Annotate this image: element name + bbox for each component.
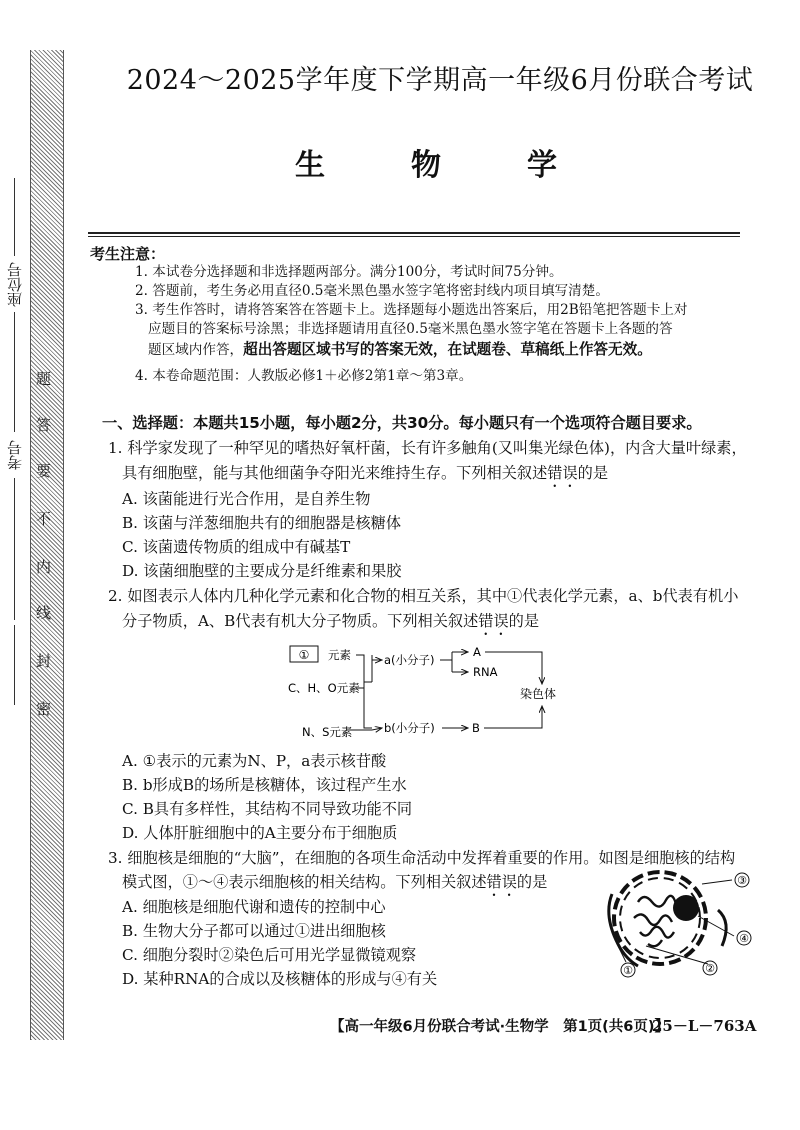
name-line xyxy=(14,625,15,705)
seal-char-5: 内 xyxy=(36,558,52,576)
examno-line xyxy=(14,478,15,620)
notice-item-3c: 题区域内作答，超出答题区域书写的答案无效，在试题卷、草稿纸上作答无效。 xyxy=(148,341,652,358)
seal-char-6: 线 xyxy=(36,604,52,622)
q2-stem-line1: 2. 如图表示人体内几种化学元素和化合物的相互关系，其中①代表化学元素，a、b代表有机小 xyxy=(108,587,739,605)
element-compound-diagram xyxy=(280,640,580,748)
q1-stem-line2: 具有细胞壁，能与其他细菌争夺阳光来维持生存。下列相关叙述错误的是 xyxy=(122,464,608,482)
seal-char-2: 答 xyxy=(36,416,52,434)
q2-option-b: B. b形成B的场所是核糖体，该过程产生水 xyxy=(122,776,407,794)
chromatin xyxy=(634,896,676,946)
q3-option-c: C. 细胞分裂时②染色后可用光学显微镜观察 xyxy=(122,946,417,964)
header-rule xyxy=(88,232,740,234)
binding-strip xyxy=(30,50,64,1040)
nucleolus xyxy=(673,895,699,921)
seal-char-3: 要 xyxy=(36,462,52,480)
subject-title: 生 物 学 xyxy=(295,148,585,183)
exam-title: 2024～2025学年度下学期高一年级6月份联合考试 xyxy=(126,65,754,96)
page-footer: 【高一年级6月份联合考试·生物学 第1页(共6页)】 xyxy=(330,1019,670,1035)
header-rule-thin xyxy=(88,236,740,237)
notice-item-4: 4. 本卷命题范围：人教版必修1＋必修2第1章～第3章。 xyxy=(135,368,473,384)
seal-char-4: 不 xyxy=(36,510,52,528)
nucleus-label-1: ① xyxy=(623,964,633,977)
q3-stem-line2: 模式图，①～④表示细胞核的相关结构。下列相关叙述错误的是 xyxy=(122,873,548,891)
nucleus-label-3: ③ xyxy=(737,874,747,887)
q1-option-d: D. 该菌细胞壁的主要成分是纤维素和果胶 xyxy=(122,562,402,580)
diagram-label-a: a(小分子) xyxy=(384,653,435,667)
seat-label: 座位号 xyxy=(6,262,24,307)
diagram-label-elem3: N、S元素 xyxy=(302,725,353,739)
diagram-label-elem1: 元素 xyxy=(328,648,351,662)
diagram-label-chromosome: 染色体 xyxy=(520,687,557,701)
q2-option-a: A. ①表示的元素为N、P，a表示核苷酸 xyxy=(122,752,387,770)
seal-char-1: 题 xyxy=(36,370,52,388)
nucleus-diagram xyxy=(598,866,768,986)
diagram-label-elem2: C、H、O元素 xyxy=(288,681,360,695)
diagram-label-B: B xyxy=(472,721,480,735)
q2-option-d: D. 人体肝脏细胞中的A主要分布于细胞质 xyxy=(122,824,398,842)
q1-option-b: B. 该菌与洋葱细胞共有的细胞器是核糖体 xyxy=(122,514,402,532)
examno-label: 考号 xyxy=(6,440,24,470)
seat-line xyxy=(14,178,15,256)
notice-heading: 考生注意： xyxy=(90,245,166,263)
q3-option-d: D. 某种RNA的合成以及核糖体的形成与④有关 xyxy=(122,970,438,988)
q1-option-a: A. 该菌能进行光合作用，是自养生物 xyxy=(122,490,371,508)
seal-char-8: 密 xyxy=(36,700,52,718)
diagram-label-b: b(小分子) xyxy=(384,721,435,735)
seal-char-7: 封 xyxy=(36,652,52,670)
diagram-label-box: ① xyxy=(298,648,310,662)
notice-item-2: 2. 答题前，考生务必用直径0.5毫米黑色墨水签字笔将密封线内项目填写清楚。 xyxy=(135,283,609,299)
q3-option-b: B. 生物大分子都可以通过①进出细胞核 xyxy=(122,922,386,940)
q1-stem-line1: 1. 科学家发现了一种罕见的嗜热好氧杆菌，长有许多触角(又叫集光绿色体)，内含大量叶绿素， xyxy=(108,439,747,457)
q3-stem-line1: 3. 细胞核是细胞的“大脑”，在细胞的各项生命活动中发挥着重要的作用。如图是细胞核的结构 xyxy=(108,849,736,867)
q2-stem-line2: 分子物质，A、B代表有机大分子物质。下列相关叙述错误的是 xyxy=(122,612,540,630)
q2-option-c: C. B具有多样性，其结构不同导致功能不同 xyxy=(122,800,413,818)
diagram-label-rna: RNA xyxy=(473,665,498,679)
notice-emphasis: 超出答题区域书写的答案无效，在试题卷、草稿纸上作答无效。 xyxy=(243,341,652,358)
notice-item-3a: 3. 考生作答时，请将答案答在答题卡上。选择题每小题选出答案后，用2B铅笔把答题卡上对 xyxy=(135,302,688,318)
q1-option-c: C. 该菌遗传物质的组成中有碱基T xyxy=(122,538,351,556)
nucleus-label-2: ② xyxy=(705,962,715,975)
section-heading: 一、选择题：本题共15小题，每小题2分，共30分。每小题只有一个选项符合题目要求。 xyxy=(102,414,702,432)
paper-code: 25－L－763A xyxy=(652,1017,757,1035)
seat-line-lower xyxy=(14,312,15,432)
notice-item-1: 1. 本试卷分选择题和非选择题两部分。满分100分，考试时间75分钟。 xyxy=(135,264,563,280)
notice-item-3b: 应题目的答案标号涂黑；非选择题请用直径0.5毫米黑色墨水签字笔在答题卡上各题的答 xyxy=(148,321,673,337)
q3-option-a: A. 细胞核是细胞代谢和遗传的控制中心 xyxy=(122,898,386,916)
diagram-label-A: A xyxy=(473,645,481,659)
nucleus-label-4: ④ xyxy=(739,932,749,945)
